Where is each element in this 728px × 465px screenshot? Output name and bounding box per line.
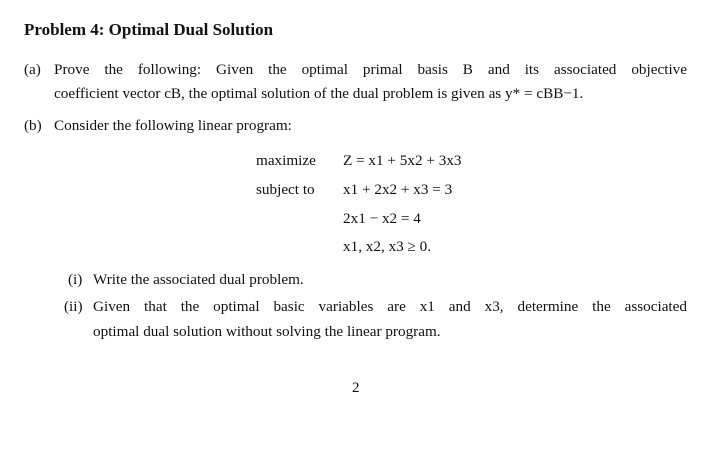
part-a-label: (a)	[24, 61, 41, 78]
lp-constraint-1: x1 + 2x2 + x3 = 3	[343, 181, 453, 198]
page-number: 2	[352, 380, 360, 396]
part-a-line-2: coefficient vector cB, the optimal solution of the dual problem is given as y* = cBB−1.	[54, 85, 584, 102]
lp-objective-label: maximize	[256, 152, 316, 169]
part-b-label: (b)	[24, 117, 42, 134]
lp-constraint-2: 2x1 − x2 = 4	[343, 210, 421, 227]
sub-i-text: Write the associated dual problem.	[93, 271, 304, 288]
sub-ii-line-2: optimal dual solution without solving the linear program.	[93, 323, 441, 340]
lp-constraint-label: subject to	[256, 181, 315, 198]
lp-objective: Z = x1 + 5x2 + 3x3	[343, 152, 462, 169]
lp-nonnegativity: x1, x2, x3 ≥ 0.	[343, 238, 432, 255]
sub-i-label: (i)	[68, 271, 83, 288]
sub-ii-label: (ii)	[64, 298, 83, 315]
part-a-line-1: Prove the following: Given the optimal primal basis B and its associated objective	[54, 61, 687, 78]
sub-ii-line-1: Given that the optimal basic variables are x1 and x3, determine the associated	[93, 298, 687, 315]
problem-title: Problem 4: Optimal Dual Solution	[24, 20, 274, 39]
part-b-intro: Consider the following linear program:	[54, 117, 292, 134]
